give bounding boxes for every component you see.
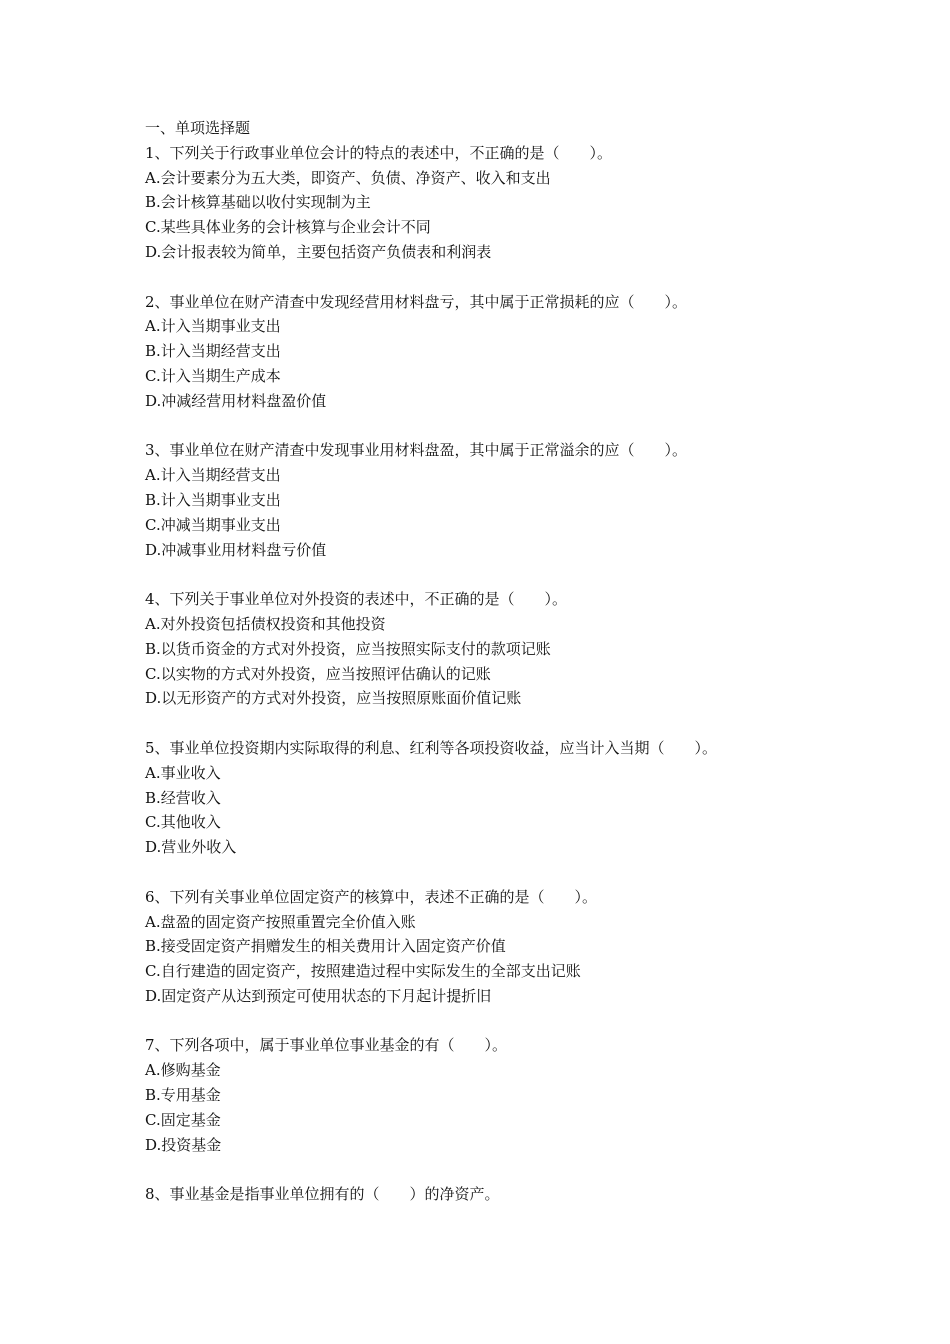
option-b: B.专用基金 (145, 1086, 221, 1105)
option-d: D.投资基金 (145, 1135, 222, 1154)
question-stem: 8、事业基金是指事业单位拥有的（ ）的净资产。 (145, 1185, 500, 1204)
option-a: A.计入当期经营支出 (145, 466, 281, 485)
option-d: D.以无形资产的方式对外投资，应当按照原账面价值记账 (145, 689, 522, 708)
option-d: D.冲减经营用材料盘盈价值 (145, 391, 327, 410)
question-4 (145, 587, 905, 711)
option-a: A.盘盈的固定资产按照重置完全价值入账 (145, 912, 416, 931)
option-b: B.计入当期经营支出 (145, 342, 281, 361)
option-c: C.固定基金 (145, 1110, 221, 1129)
question-6 (145, 885, 905, 1009)
option-c: C.某些具体业务的会计核算与企业会计不同 (145, 218, 431, 237)
option-c: C.冲减当期事业支出 (145, 515, 281, 534)
option-d: D.会计报表较为简单，主要包括资产负债表和利润表 (145, 242, 492, 261)
question-stem: 1、下列关于行政事业单位会计的特点的表述中，不正确的是（ ）。 (145, 143, 613, 162)
question-1 (145, 141, 905, 265)
option-c: C.以实物的方式对外投资，应当按照评估确认的记账 (145, 664, 491, 683)
option-a: A.会计要素分为五大类，即资产、负债、净资产、收入和支出 (145, 168, 551, 187)
question-stem: 7、下列各项中，属于事业单位事业基金的有（ ）。 (145, 1036, 508, 1055)
option-d: D.冲减事业用材料盘亏价值 (145, 540, 327, 559)
question-2 (145, 290, 905, 414)
option-a: A.事业收入 (145, 763, 221, 782)
option-b: B.会计核算基础以收付实现制为主 (145, 193, 371, 212)
option-b: B.经营收入 (145, 788, 221, 807)
question-7 (145, 1033, 905, 1157)
question-stem: 4、下列关于事业单位对外投资的表述中，不正确的是（ ）。 (145, 590, 568, 609)
question-stem: 5、事业单位投资期内实际取得的利息、红利等各项投资收益，应当计入当期（ ）。 (145, 738, 718, 757)
option-c: C.其他收入 (145, 813, 221, 832)
option-b: B.接受固定资产捐赠发生的相关费用计入固定资产价值 (145, 937, 506, 956)
option-a: A.计入当期事业支出 (145, 317, 281, 336)
option-b: B.计入当期事业支出 (145, 490, 281, 509)
section-title: 一、单项选择题 (145, 119, 251, 137)
question-5 (145, 736, 905, 860)
question-8 (145, 1182, 905, 1207)
option-c: C.自行建造的固定资产，按照建造过程中实际发生的全部支出记账 (145, 962, 581, 981)
option-d: D.固定资产从达到预定可使用状态的下月起计提折旧 (145, 986, 492, 1005)
option-c: C.计入当期生产成本 (145, 366, 281, 385)
option-d: D.营业外收入 (145, 838, 237, 857)
question-3 (145, 438, 905, 562)
question-stem: 2、事业单位在财产清查中发现经营用材料盘亏，其中属于正常损耗的应（ ）。 (145, 292, 688, 311)
document-page (145, 116, 905, 1232)
option-a: A.对外投资包括债权投资和其他投资 (145, 614, 386, 633)
option-b: B.以货币资金的方式对外投资，应当按照实际支付的款项记账 (145, 639, 551, 658)
question-stem: 3、事业单位在财产清查中发现事业用材料盘盈，其中属于正常溢余的应（ ）。 (145, 441, 688, 460)
option-a: A.修购基金 (145, 1061, 221, 1080)
question-stem: 6、下列有关事业单位固定资产的核算中，表述不正确的是（ ）。 (145, 887, 598, 906)
